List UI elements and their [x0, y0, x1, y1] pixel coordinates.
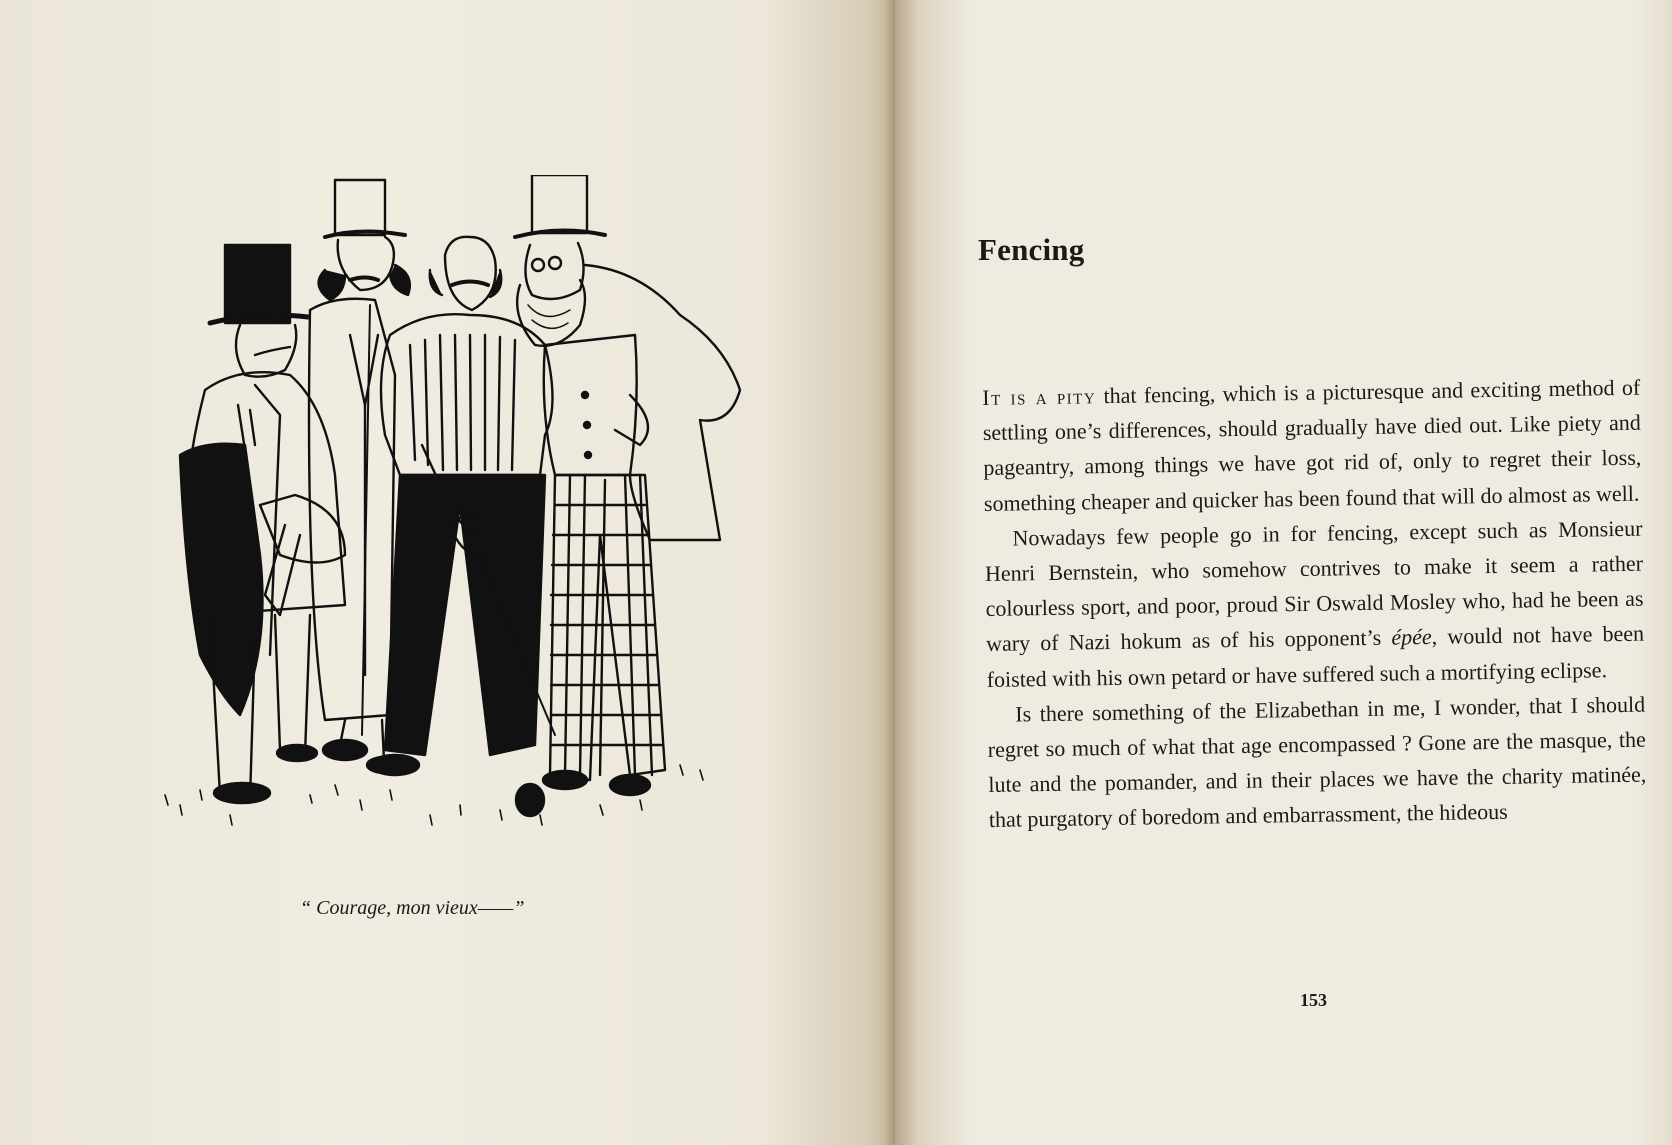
paragraph-1-text: that fencing, which is a picturesque and exciting method of settling one’s differences, should gradually have died out. Like piety and pageantry, among things we have got rid of, only to regret their loss, something cheaper and quicker has been found that will do almost as well. — [982, 374, 1642, 516]
figure-left — [180, 245, 345, 803]
paragraph-3-text: Is there something of the Elizabethan in me, I wonder, that I should regret so much of what that age encompassed ? Gone are the masque, the lute and the pomander, and in their places we have the charity matinée, that purgatory of boredom and embarrassment, the hideous — [987, 691, 1647, 833]
four-gentlemen-illustration — [160, 175, 760, 895]
opening-small-caps: It is a pity — [982, 383, 1097, 410]
paragraph-1 — [982, 370, 1642, 521]
paragraph-2-text-b: , would not have been foisted with his own petard or have suffered such a mortifying eclipse. — [986, 621, 1645, 692]
chapter-title: Fencing — [978, 232, 1085, 267]
paragraph-2-text-a: Nowadays few people go in for fencing, except such as Monsieur Henri Bernstein, who somehow contrives to make it seem a rather colourless sport, and poor, proud Sir Oswald Mosley who, had he been as wary of Nazi hokum as of his opponent’s — [984, 515, 1644, 657]
figure-center — [371, 237, 555, 816]
paragraph-3 — [987, 686, 1647, 837]
paragraph-2 — [984, 510, 1645, 696]
chapter-body — [982, 370, 1647, 838]
page-number: 153 — [1300, 990, 1327, 1010]
illustration-caption: “ Courage, mon vieux——” — [300, 897, 525, 919]
figure-right — [515, 175, 740, 795]
paragraph-2-italic: épée — [1391, 624, 1432, 651]
